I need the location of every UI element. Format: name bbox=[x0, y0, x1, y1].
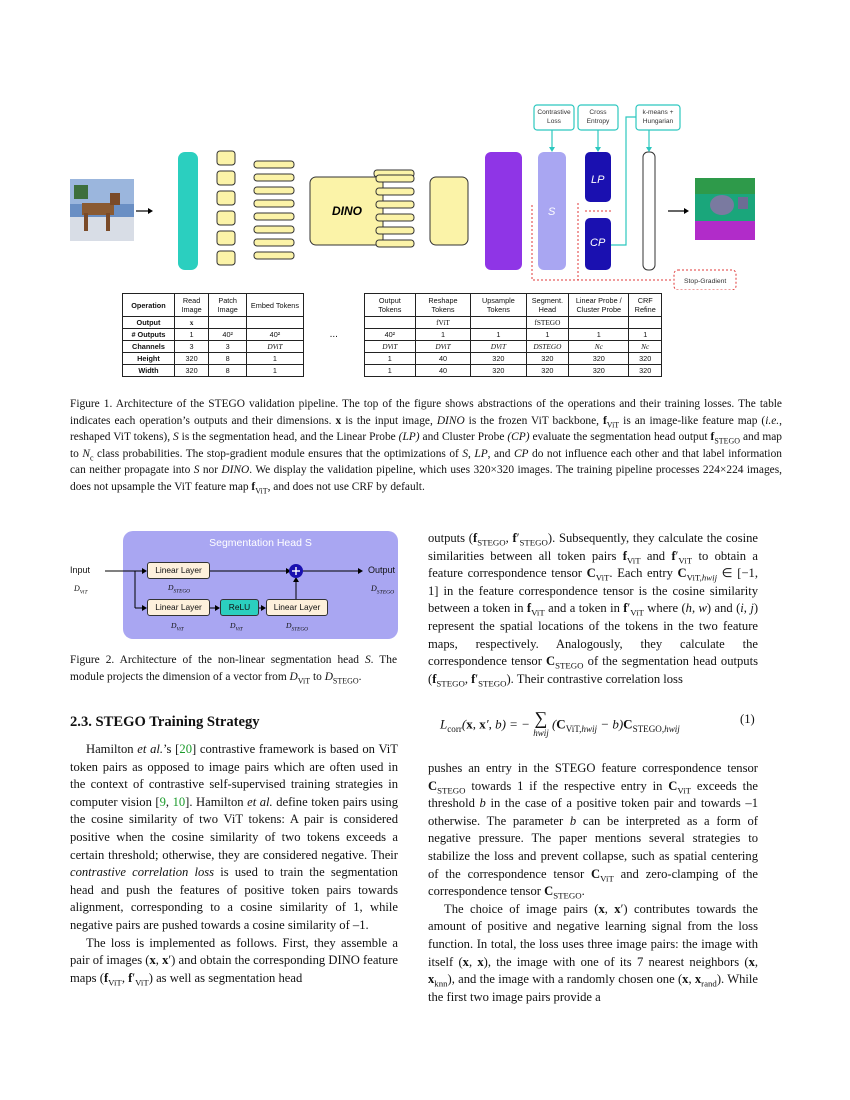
upsample-block bbox=[485, 152, 522, 270]
table-cell: 8 bbox=[209, 365, 247, 377]
linear-layer-top: Linear Layer bbox=[147, 562, 210, 579]
header-crf: CRF Refine bbox=[629, 294, 662, 317]
table-cell: 320 bbox=[569, 365, 629, 377]
header-read-image: Read Image bbox=[174, 294, 208, 317]
header-probes: Linear Probe / Cluster Probe bbox=[569, 294, 629, 317]
table-cell: 320 bbox=[629, 365, 662, 377]
table-cell: 320 bbox=[471, 365, 527, 377]
table-cell: 320 bbox=[174, 353, 208, 365]
figure1-diagram bbox=[60, 95, 790, 290]
table-cell bbox=[629, 317, 662, 329]
table-cell: 3 bbox=[174, 341, 208, 353]
cross-entropy-box: Cross Entropy bbox=[586, 109, 610, 125]
row-label: Width bbox=[123, 365, 175, 377]
segmentation-head-title: Segmentation Head S bbox=[209, 537, 312, 549]
table-cell: 1 bbox=[629, 329, 662, 341]
left-column-text: Hamilton et al.’s [20] contrastive framework is based on ViT token pairs as opposed to image pairs which are often used in the context of contrastive self-supervised training strategies in computer vision [9, 10]. Hamilton et al. define token pairs using the cosine similarity of two ViT tokens: A pair is considered positive when the cosine similarity of two tokens exceeds a certain threshold; otherwise, they are considered negative. Their contrastive correlation loss is used to train the segmentation head and push the features of positive token pairs towards alignment, corresponding to a cosine similarity of 1, while negative pairs are pushed towards a cosine similarity of –1. The loss is implemented as follows. First, they assemble a pair of images (x, x′) and obtain the corresponding DINO feature maps ($f_{ViT}$, $f'_{ViT}$) as well as segmentation head bbox=[70, 742, 398, 988]
table-cell: fSTEGO bbox=[526, 317, 568, 329]
table-cell: DViT bbox=[415, 341, 470, 353]
right-column-text-bottom: pushes an entry in the STEGO feature correspondence tensor $C_{STEGO}$ towards 1 if the respective entry in $C_{ViT}$ exceeds the threshold b in the case of a positive token pair and towards –1 otherwise. The parameter b can be interpreted as a form of negative pressure. The paper mentions several strategies to stabilize the loss and prevent collapse, such as spatial centering of the correspondence tensor $C_{ViT}$ and zero-clamping of the correspondence tensor $C_{STEGO}$. The choice of image pairs (x, x′) contributes towards the amount of positive and negative learning signal from the loss function. In total, the loss uses three image pairs: the image with itself (x, x), the image with one of its 7 nearest neighbors (x, $x_{knn}$), and the image with a randomly chosen one (x, $x_{rand}$). While the first two image pairs provide a bbox=[428, 761, 759, 1004]
table-cell: 40² bbox=[247, 329, 304, 341]
table-cell: 1 bbox=[526, 329, 568, 341]
relu-dim: $D_{ViT}$ bbox=[230, 621, 243, 633]
table-cell: x bbox=[174, 317, 208, 329]
table-cell: 3 bbox=[209, 341, 247, 353]
linear-b1-dim: $D_{ViT}$ bbox=[171, 621, 184, 633]
figure1-caption: Figure 1. Architecture of the STEGO validation pipeline. The top of the figure shows abstractions of the operations and their training losses. The table indicates each operation’s outputs and their dimensions. x is the input image, DINO is the frozen ViT backbone, $f_{ViT}$ is an image-like feature map (i.e., reshaped ViT tokens), S is the segmentation head, and the Linear Probe (LP) and Cluster Probe (CP) evaluate the segmentation head output $f_{STEGO}$ and map to $N_c$ class probabilities. The stop-gradient module ensures that the optimizations of S, LP, and CP do not influence each other and that label information can neither propagate into S nor DINO. We display the validation pipeline, which uses 320×320 images. The training pipeline processes 224×224 images, does not upsample the ViT feature map $f_{ViT}$, and does not use CRF by default. bbox=[70, 398, 782, 496]
relu-block: ReLU bbox=[220, 599, 259, 616]
header-patch-image: Patch Image bbox=[209, 294, 247, 317]
stop-gradient-label: Stop-Gradient bbox=[684, 278, 727, 285]
row-label: Height bbox=[123, 353, 175, 365]
row-label: Output bbox=[123, 317, 175, 329]
crf-block bbox=[643, 152, 655, 270]
linear-layer-bottom-1: Linear Layer bbox=[147, 599, 210, 616]
operations-table bbox=[122, 293, 662, 377]
table-cell: 1 bbox=[364, 353, 415, 365]
table-cell: 1 bbox=[471, 329, 527, 341]
contrastive-loss-box: Contrastive Loss bbox=[537, 109, 571, 125]
table-cell bbox=[569, 317, 629, 329]
table-cell: 320 bbox=[526, 353, 568, 365]
table-cell: DViT bbox=[471, 341, 527, 353]
table-cell: 1 bbox=[364, 365, 415, 377]
table-cell: DSTEGO bbox=[526, 341, 568, 353]
table-cell: 1 bbox=[415, 329, 470, 341]
section-heading: 2.3. STEGO Training Strategy bbox=[70, 714, 260, 730]
cp-label: CP bbox=[590, 237, 606, 249]
table-cell: DViT bbox=[247, 341, 304, 353]
linear-top-dim: $D_{STEGO}$ bbox=[168, 583, 191, 595]
lp-label: LP bbox=[591, 174, 605, 186]
table-cell: 320 bbox=[569, 353, 629, 365]
equation-number: (1) bbox=[740, 712, 755, 726]
linear-layer-bottom-2: Linear Layer bbox=[266, 599, 328, 616]
header-upsample-tokens: Upsample Tokens bbox=[471, 294, 527, 317]
table-cell: 1 bbox=[174, 329, 208, 341]
reshape-block bbox=[430, 177, 468, 245]
table-cell: 40² bbox=[364, 329, 415, 341]
header-output-tokens: Output Tokens bbox=[364, 294, 415, 317]
header-embed-tokens: Embed Tokens bbox=[247, 294, 304, 317]
row-label: Channels bbox=[123, 341, 175, 353]
table-cell bbox=[364, 317, 415, 329]
dino-label: DINO bbox=[332, 204, 362, 218]
input-dim: $D_{ViT}$ bbox=[74, 584, 88, 596]
output-segmentation-image bbox=[695, 178, 755, 240]
figure2-caption: Figure 2. Architecture of the non-linear segmentation head S. The module projects the dimension of a vector from $D_{ViT}$ to $D_{STEGO}$. bbox=[70, 654, 397, 685]
equation-1: $L_{corr}(x$, x′, b) = − ∑ hwij $(C_{ViT,hwij} - b)C_{STEGO,hwij}$ bbox=[440, 708, 680, 738]
table-cell: 1 bbox=[247, 365, 304, 377]
table-cell: Nc bbox=[629, 341, 662, 353]
table-cell: DViT bbox=[364, 341, 415, 353]
table-cell bbox=[471, 317, 527, 329]
figure2-diagram bbox=[60, 525, 405, 645]
table-ellipsis: ... bbox=[329, 328, 338, 340]
table-cell: 40 bbox=[415, 353, 470, 365]
table-cell: fViT bbox=[415, 317, 470, 329]
table-cell: 8 bbox=[209, 353, 247, 365]
table-cell: 320 bbox=[174, 365, 208, 377]
header-segment-head: Segment. Head bbox=[526, 294, 568, 317]
input-image bbox=[70, 179, 134, 241]
table-cell: 1 bbox=[247, 353, 304, 365]
output-dim: $D_{STEGO}$ bbox=[371, 584, 395, 596]
table-cell: 320 bbox=[471, 353, 527, 365]
kmeans-hungarian-box: k-means + Hungarian bbox=[642, 109, 674, 125]
table-cell: 40² bbox=[209, 329, 247, 341]
table-cell: 320 bbox=[526, 365, 568, 377]
table-cell: Nc bbox=[569, 341, 629, 353]
table-cell bbox=[247, 317, 304, 329]
s-label: S bbox=[548, 206, 556, 218]
right-column-text-top: outputs ($f_{STEGO}$, $f'_{STEGO}$). Subsequently, they calculate the cosine similarities between all token pairs $f_{ViT}$ and $f'_{ViT}$ to obtain a feature correspondence tensor $C_{ViT}$. Each entry $C_{ViT,hwij}$ ∈ [−1, 1] in the feature correspondence tensor is the cosine similarity between a token in $f_{ViT}$ and a token in $f'_{ViT}$ where (h, w) and (i, j) represent the spatial locations of the tokens in the two feature maps, respectively. Analogously, they calculate the correspondence tensor $C_{STEGO}$ of the segmentation head outputs ($f_{STEGO}$, $f'_{STEGO}$). Their contrastive correlation loss bbox=[428, 531, 759, 689]
table-cell: 320 bbox=[629, 353, 662, 365]
output-label: Output bbox=[368, 565, 396, 575]
header-operation: Operation bbox=[123, 294, 175, 317]
table-cell: 40 bbox=[415, 365, 470, 377]
read-image-block bbox=[178, 152, 198, 270]
embed-token-bars bbox=[254, 161, 294, 259]
row-label: # Outputs bbox=[123, 329, 175, 341]
input-label: Input bbox=[70, 565, 91, 575]
linear-b2-dim: $D_{STEGO}$ bbox=[286, 621, 309, 633]
header-reshape-tokens: Reshape Tokens bbox=[415, 294, 470, 317]
table-cell: 1 bbox=[569, 329, 629, 341]
table-cell bbox=[209, 317, 247, 329]
patch-image-blocks bbox=[217, 151, 235, 265]
